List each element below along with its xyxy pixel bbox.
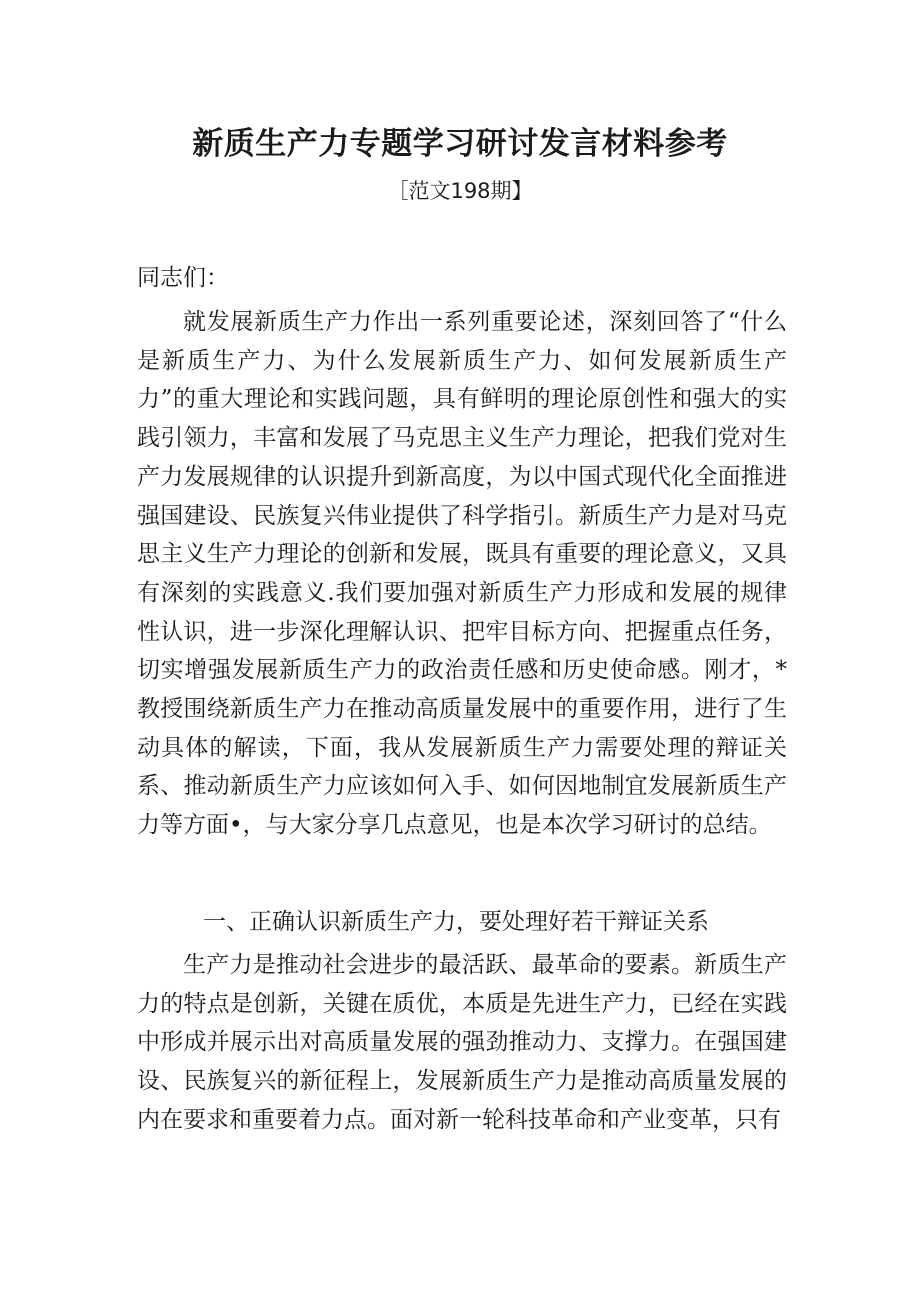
paragraph-section-one: 生产力是推动社会进步的最活跃、最革命的要素。新质生产力的特点是创新，关键在质优，本质是先进生产力，已经在实践中形成并展示出对高质量发展的强劲推动力、支撑力。在强国建设、民族复兴的新征程上，发展新质生产力是推动高质量发展的内在要求和重要着力点。面对新一轮科技革命和产业变革，只有 <box>137 952 787 1133</box>
paragraph-intro: 就发展新质生产力作出一系列重要论述，深刻回答了“什么是新质生产力、为什么发展新质生产力、如何发展新质生产力”的重大理论和实践问题，具有鲜明的理论原创性和强大的实践引领力，丰富和发展了马克思主义生产力理论，把我们党对生产力发展规律的认识提升到新高度，为以中国式现代化全面推进强国建设、民族复兴伟业提供了科学指引。新质生产力是对马克思主义生产力理论的创新和发展，既具有重要的理论意义，又具有深刻的实践意义.我们要加强对新质生产力形成和发展的规律性认识，进一步深化理解认识、把牢目标方向、把握重点任务，切实增强发展新质生产力的政治责任感和历史使命感。刚才，*教授围绕新质生产力在推动高质量发展中的重要作用，进行了生动具体的解读，下面，我从发展新质生产力需要处理的辩证关系、推动新质生产力应该如何入手、如何因地制宜发展新质生产力等方面•，与大家分享几点意见，也是本次学习研讨的总结。 <box>137 309 787 839</box>
document-title: 新质生产力专题学习研讨发言材料参考 <box>192 126 728 162</box>
section-heading: 一、正确认识新质生产力，要处理好若干辩证关系 <box>203 909 709 935</box>
salutation: 同志们： <box>137 265 229 291</box>
document-subtitle: ［范文198期】 <box>387 179 533 203</box>
